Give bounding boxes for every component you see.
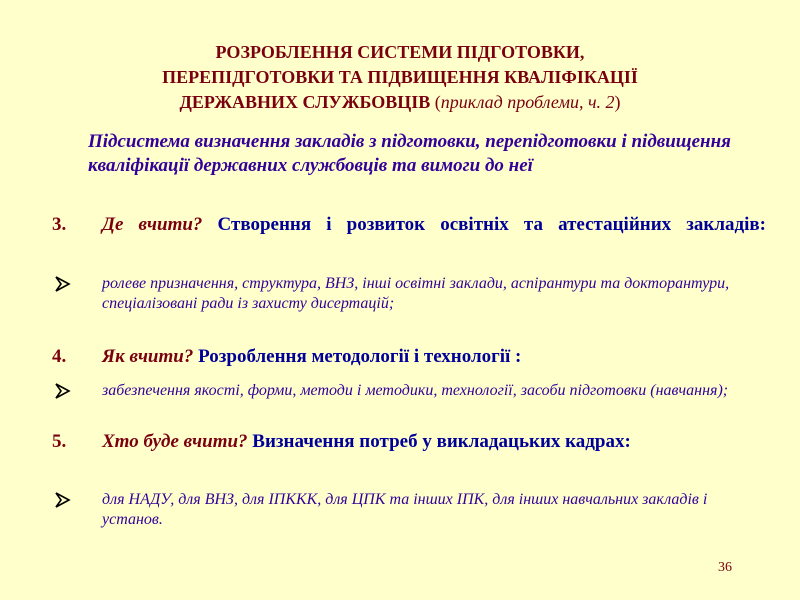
bullet-text: для НАДУ, для ВНЗ, для ІПККК, для ЦПК та інших ІПК, для інших навчальних закладів і установ. [102,491,708,528]
item-text [102,213,766,237]
item-answer: Створення і розвиток освітніх та атестаційних закладів: [202,214,766,235]
bullet-text: забезпечення якості, форми, методи і методики, технології, засоби підготовки (навчання); [102,382,729,399]
bullet-item-4 [52,381,766,401]
item-question: Хто буде вчити? [102,431,248,452]
item-question: Де вчити? [102,214,203,235]
list-item-4 [52,345,766,369]
bullet-item-3 [52,274,766,314]
item-number: 3. [52,214,67,235]
arrowhead-bullet-icon [52,490,72,510]
slide-title [60,40,740,115]
item-number: 5. [52,431,67,452]
subheading: Підсистема визначення закладів з підготовки, перепідготовки і підвищення кваліфікації державних службовців та вимоги до неї [88,131,731,176]
title-line-2: ПЕРЕПІДГОТОВКИ ТА ПІДВИЩЕННЯ КВАЛІФІКАЦІЇ [162,67,638,87]
title-line-3 [60,90,740,115]
page-number: 36 [718,560,732,575]
item-answer: Розроблення методології і технології : [193,346,522,367]
item-question: Як вчити? [102,346,194,367]
list-item-5 [52,430,766,454]
item-text [102,345,766,369]
bullet-text: ролеве призначення, структура, ВНЗ, інші освітні заклади, аспірантури та докторантури, спеціалізовані ради із захисту дисертацій; [102,275,730,312]
title-subtitle: приклад проблеми, ч. 2 [440,92,615,112]
title-paren-open: ( [430,92,441,112]
arrowhead-bullet-icon [52,274,72,294]
item-text [102,430,766,454]
title-line-3-text: ДЕРЖАВНИХ СЛУЖБОВЦІВ [179,92,431,112]
list-item-3 [52,213,766,237]
item-number: 4. [52,346,67,367]
arrowhead-bullet-icon [52,381,72,401]
title-line-1: РОЗРОБЛЕННЯ СИСТЕМИ ПІДГОТОВКИ, [215,42,585,62]
title-paren-close: ) [614,92,621,112]
bullet-item-5 [52,490,766,530]
item-answer: Визначення потреб у викладацьких кадрах: [247,431,631,452]
